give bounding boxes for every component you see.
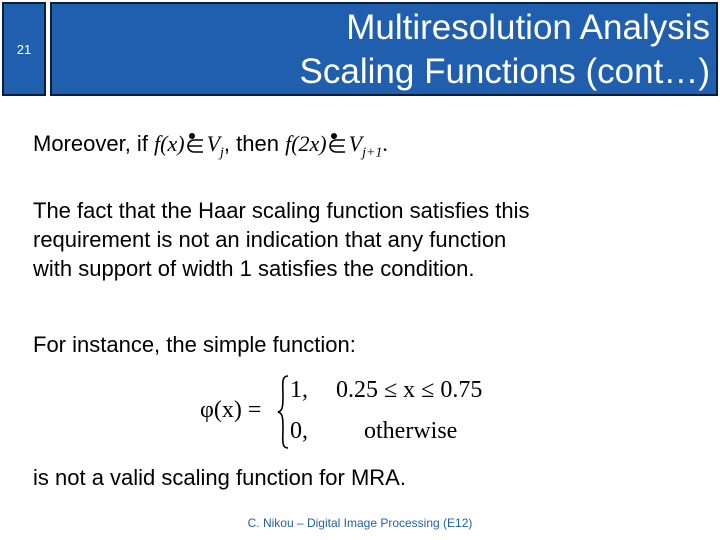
case-2-condition: otherwise [364, 418, 458, 444]
slide-title-line-2: Scaling Functions (cont…) [299, 52, 710, 91]
slide-footer: C. Nikou – Digital Image Processing (E12) [247, 516, 473, 530]
case-1-condition: 0.25 ≤ x ≤ 0.75 [336, 377, 483, 403]
case-1-value: 1, [290, 377, 308, 403]
element-of-symbol-icon [185, 132, 207, 154]
curly-brace-icon [276, 375, 290, 449]
piecewise-equation [198, 372, 518, 452]
body-paragraph-haar [33, 196, 529, 283]
title-banner [50, 2, 718, 96]
equation-lhs: φ(x) = [200, 397, 262, 423]
body-paragraph-conclusion: is not a valid scaling function for MRA. [33, 465, 406, 490]
case-2-value: 0, [290, 418, 308, 444]
element-of-symbol-icon [327, 132, 349, 154]
paragraph-line: The fact that the Haar scaling function satisfies this [33, 198, 530, 223]
body-line-membership: Moreover, if f(x) $V_j$, then f(2x) $V_{j+1}$. [33, 131, 388, 161]
body-paragraph-instance: For instance, the simple function: [33, 332, 356, 357]
slide-number: 21 [16, 41, 32, 57]
paragraph-line: requirement is not an indication that any function [33, 227, 507, 252]
paragraph-line: with support of width 1 satisfies the condition. [33, 256, 475, 281]
slide-number-box [2, 2, 46, 96]
slide-title-line-1: Multiresolution Analysis [346, 8, 710, 47]
